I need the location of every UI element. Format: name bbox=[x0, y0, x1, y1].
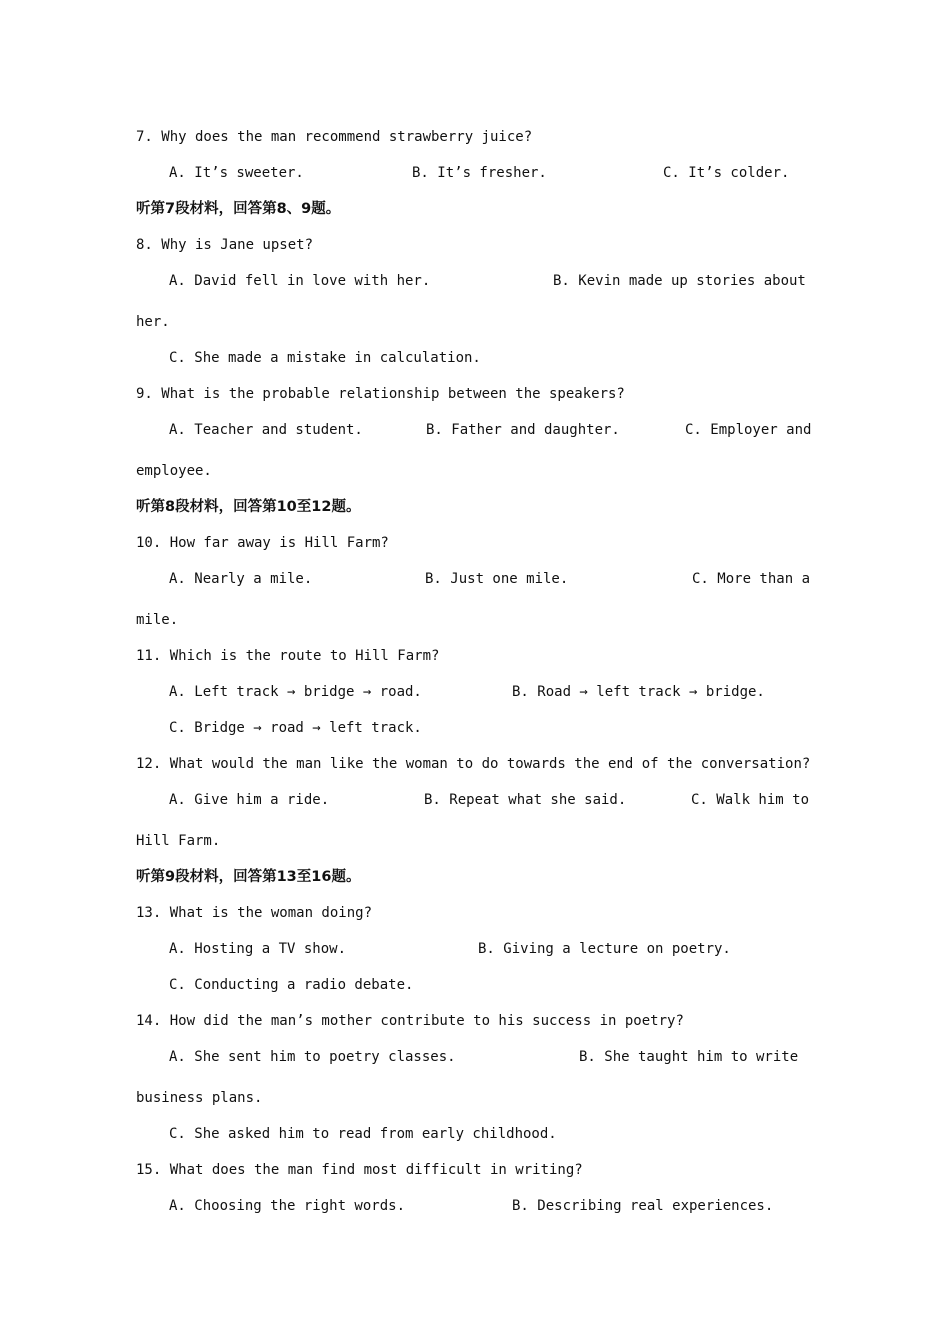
option-a: A. Left track → bridge → road. bbox=[169, 684, 422, 700]
option-a: A. Nearly a mile. bbox=[169, 571, 313, 587]
option-b: B. Kevin made up stories about bbox=[553, 273, 806, 289]
option-a: A. It’s sweeter. bbox=[169, 165, 304, 181]
question-14: 14. How did the man’s mother contribute to his success in poetry? bbox=[136, 1013, 684, 1029]
option-c: C. More than a bbox=[692, 571, 811, 587]
question-8: 8. Why is Jane upset? bbox=[136, 237, 314, 253]
option-b: B. Road → left track → bridge. bbox=[512, 684, 765, 700]
option-b-continuation: business plans. bbox=[136, 1090, 263, 1106]
question-10: 10. How far away is Hill Farm? bbox=[136, 535, 389, 551]
question-12: 12. What would the man like the woman to do towards the end of the conversation? bbox=[136, 756, 811, 772]
option-c-continuation: mile. bbox=[136, 612, 179, 628]
option-b: B. She taught him to write bbox=[579, 1049, 799, 1065]
option-b: B. Father and daughter. bbox=[426, 422, 620, 438]
option-c-continuation: Hill Farm. bbox=[136, 833, 221, 849]
section-heading-7: 听第7段材料，回答第8、9题。 bbox=[136, 201, 341, 217]
option-a: A. Choosing the right words. bbox=[169, 1198, 406, 1214]
question-15: 15. What does the man find most difficult in writing? bbox=[136, 1162, 583, 1178]
option-c: C. She asked him to read from early childhood. bbox=[169, 1126, 557, 1142]
option-c: C. It’s colder. bbox=[663, 165, 790, 181]
section-heading-8: 听第8段材料，回答第10至12题。 bbox=[136, 499, 361, 515]
option-c: C. Bridge → road → left track. bbox=[169, 720, 422, 736]
option-a: A. She sent him to poetry classes. bbox=[169, 1049, 456, 1065]
option-b: B. Describing real experiences. bbox=[512, 1198, 774, 1214]
option-b: B. Giving a lecture on poetry. bbox=[478, 941, 731, 957]
option-c: C. She made a mistake in calculation. bbox=[169, 350, 481, 366]
option-c: C. Conducting a radio debate. bbox=[169, 977, 414, 993]
option-b: B. Repeat what she said. bbox=[424, 792, 627, 808]
option-c: C. Walk him to bbox=[691, 792, 810, 808]
option-a: A. Give him a ride. bbox=[169, 792, 330, 808]
section-heading-9: 听第9段材料，回答第13至16题。 bbox=[136, 869, 361, 885]
option-c: C. Employer and bbox=[685, 422, 812, 438]
option-c-continuation: employee. bbox=[136, 463, 212, 479]
option-a: A. Hosting a TV show. bbox=[169, 941, 347, 957]
question-7: 7. Why does the man recommend strawberry juice? bbox=[136, 129, 533, 145]
option-a: A. David fell in love with her. bbox=[169, 273, 431, 289]
option-b: B. Just one mile. bbox=[425, 571, 569, 587]
option-a: A. Teacher and student. bbox=[169, 422, 363, 438]
question-13: 13. What is the woman doing? bbox=[136, 905, 373, 921]
question-11: 11. Which is the route to Hill Farm? bbox=[136, 648, 440, 664]
option-b-continuation: her. bbox=[136, 314, 170, 330]
option-b: B. It’s fresher. bbox=[412, 165, 547, 181]
question-9: 9. What is the probable relationship between the speakers? bbox=[136, 386, 625, 402]
